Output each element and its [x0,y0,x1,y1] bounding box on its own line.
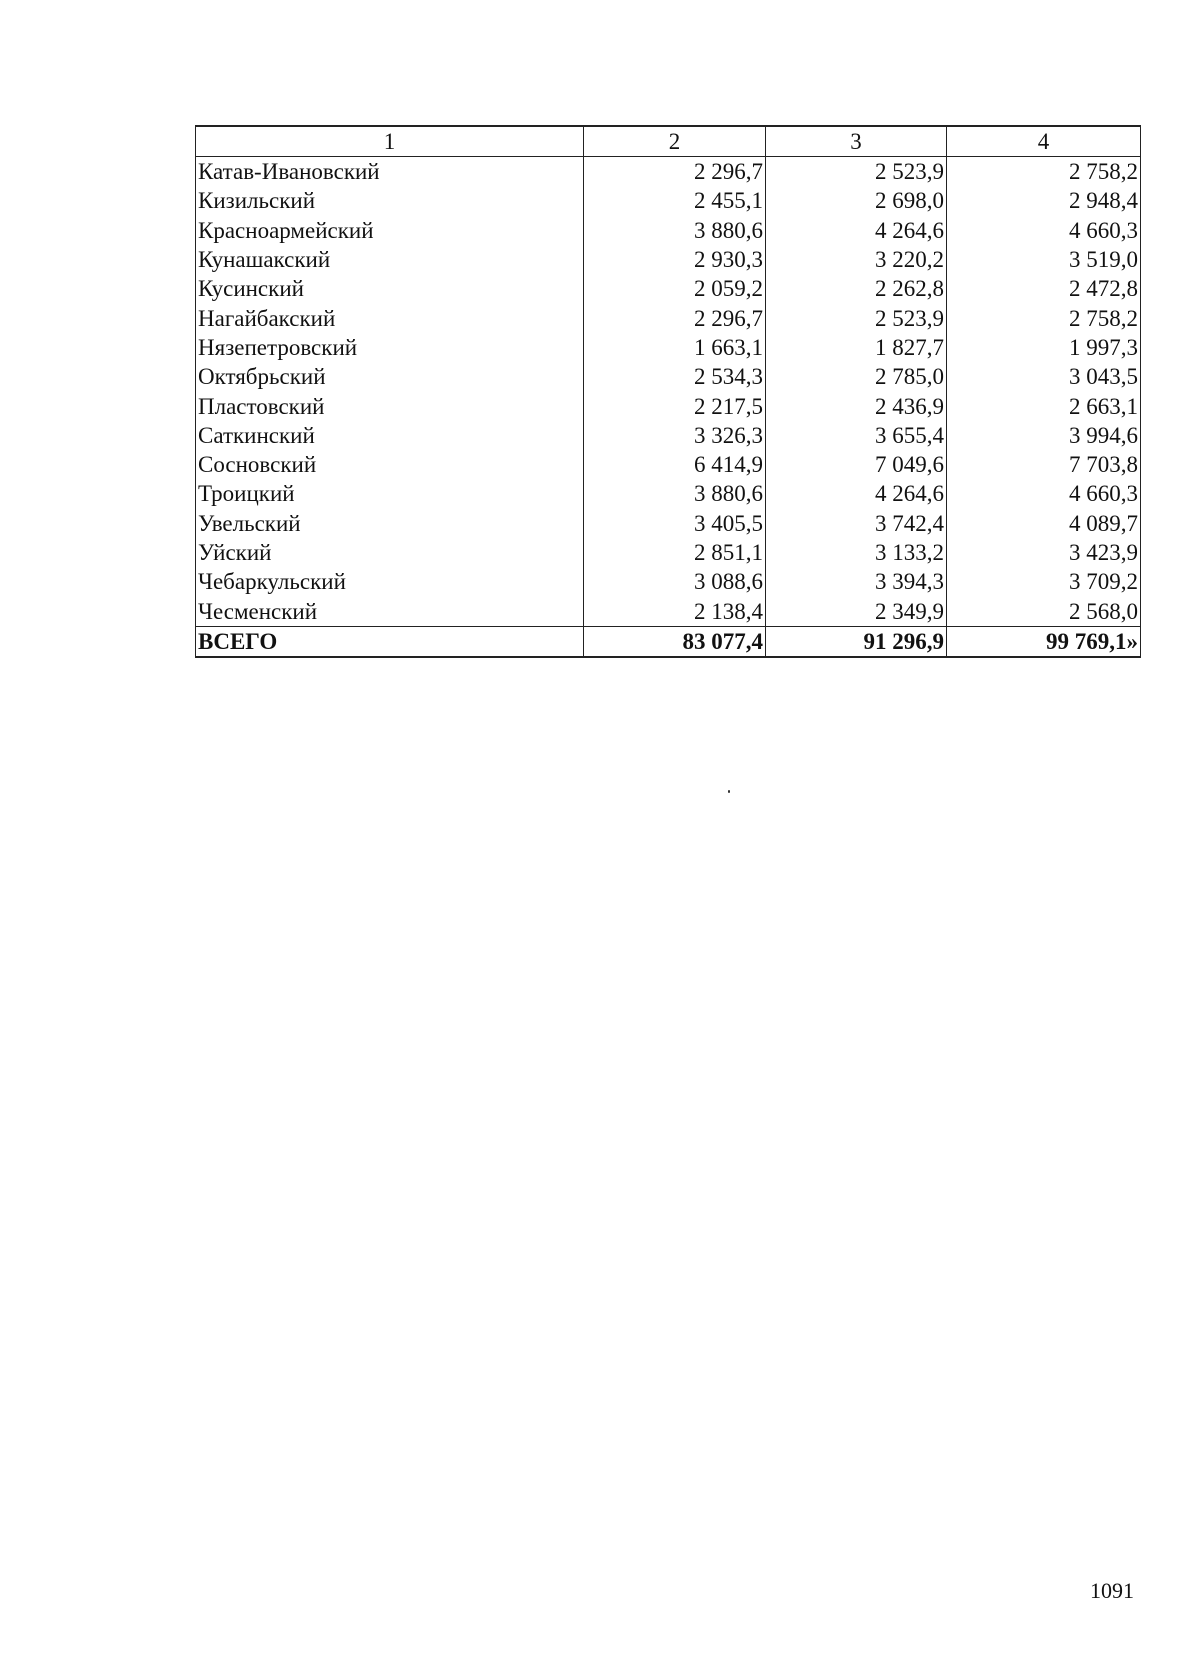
value-col-2: 2 455,1 [584,186,766,215]
district-name: Октябрьский [196,362,584,391]
table-row [196,421,1141,450]
value-col-2: 2 138,4 [584,596,766,626]
value-col-2: 3 880,6 [584,479,766,508]
value-col-3: 2 262,8 [766,274,947,303]
table-row [196,479,1141,508]
column-header-1: 1 [196,126,584,157]
table-row [196,303,1141,332]
total-col-3: 91 296,9 [766,626,947,657]
value-col-4: 7 703,8 [947,450,1141,479]
value-col-4: 2 948,4 [947,186,1141,215]
value-col-4: 3 423,9 [947,538,1141,567]
value-col-3: 7 049,6 [766,450,947,479]
value-col-3: 4 264,6 [766,479,947,508]
header-row [196,126,1141,157]
value-col-2: 3 088,6 [584,567,766,596]
value-col-2: 2 851,1 [584,538,766,567]
district-name: Кунашакский [196,245,584,274]
table-row [196,216,1141,245]
value-col-3: 2 785,0 [766,362,947,391]
district-name: Нязепетровский [196,333,584,362]
value-col-3: 4 264,6 [766,216,947,245]
value-col-2: 2 930,3 [584,245,766,274]
district-name: Сосновский [196,450,584,479]
value-col-2: 2 296,7 [584,157,766,187]
value-col-4: 3 994,6 [947,421,1141,450]
value-col-3: 2 523,9 [766,303,947,332]
value-col-3: 3 133,2 [766,538,947,567]
district-name: Троицкий [196,479,584,508]
table-row [196,245,1141,274]
district-name: Саткинский [196,421,584,450]
total-col-2: 83 077,4 [584,626,766,657]
value-col-4: 2 758,2 [947,303,1141,332]
value-col-4: 2 663,1 [947,391,1141,420]
value-col-2: 3 326,3 [584,421,766,450]
value-col-2: 2 296,7 [584,303,766,332]
district-name: Кусинский [196,274,584,303]
district-name: Увельский [196,509,584,538]
total-row [196,626,1141,657]
value-col-3: 3 394,3 [766,567,947,596]
value-col-2: 2 534,3 [584,362,766,391]
table-row [196,186,1141,215]
value-col-4: 2 568,0 [947,596,1141,626]
table-row [196,333,1141,362]
page-number: 1091 [1090,1578,1134,1603]
value-col-3: 2 436,9 [766,391,947,420]
value-col-2: 1 663,1 [584,333,766,362]
table-row [196,274,1141,303]
value-col-2: 2 059,2 [584,274,766,303]
value-col-2: 3 880,6 [584,216,766,245]
value-col-4: 2 758,2 [947,157,1141,187]
value-col-3: 2 698,0 [766,186,947,215]
value-col-4: 4 089,7 [947,509,1141,538]
column-header-2: 2 [584,126,766,157]
value-col-3: 2 349,9 [766,596,947,626]
district-name: Чебаркульский [196,567,584,596]
value-col-3: 2 523,9 [766,157,947,187]
district-name: Нагайбакский [196,303,584,332]
table-row [196,157,1141,187]
column-header-3: 3 [766,126,947,157]
table-row [196,567,1141,596]
scan-speck [728,790,730,793]
district-name: Уйский [196,538,584,567]
table-footer [196,626,1141,657]
value-col-4: 4 660,3 [947,479,1141,508]
value-col-4: 3 043,5 [947,362,1141,391]
value-col-2: 3 405,5 [584,509,766,538]
value-col-3: 3 220,2 [766,245,947,274]
value-col-2: 6 414,9 [584,450,766,479]
district-name: Чесменский [196,596,584,626]
data-table [195,125,1141,658]
district-name: Красноармейский [196,216,584,245]
table-row [196,362,1141,391]
table-row [196,509,1141,538]
value-col-2: 2 217,5 [584,391,766,420]
column-header-4: 4 [947,126,1141,157]
value-col-3: 1 827,7 [766,333,947,362]
value-col-4: 4 660,3 [947,216,1141,245]
table-body [196,157,1141,627]
table-header [196,126,1141,157]
total-col-4: 99 769,1» [947,626,1141,657]
value-col-4: 3 709,2 [947,567,1141,596]
table-row [196,450,1141,479]
total-label: ВСЕГО [196,626,584,657]
value-col-3: 3 655,4 [766,421,947,450]
value-col-4: 2 472,8 [947,274,1141,303]
district-name: Кизильский [196,186,584,215]
value-col-4: 1 997,3 [947,333,1141,362]
value-col-4: 3 519,0 [947,245,1141,274]
table-row [196,538,1141,567]
district-name: Катав-Ивановский [196,157,584,187]
value-col-3: 3 742,4 [766,509,947,538]
table-row [196,391,1141,420]
district-name: Пластовский [196,391,584,420]
table-row [196,596,1141,626]
